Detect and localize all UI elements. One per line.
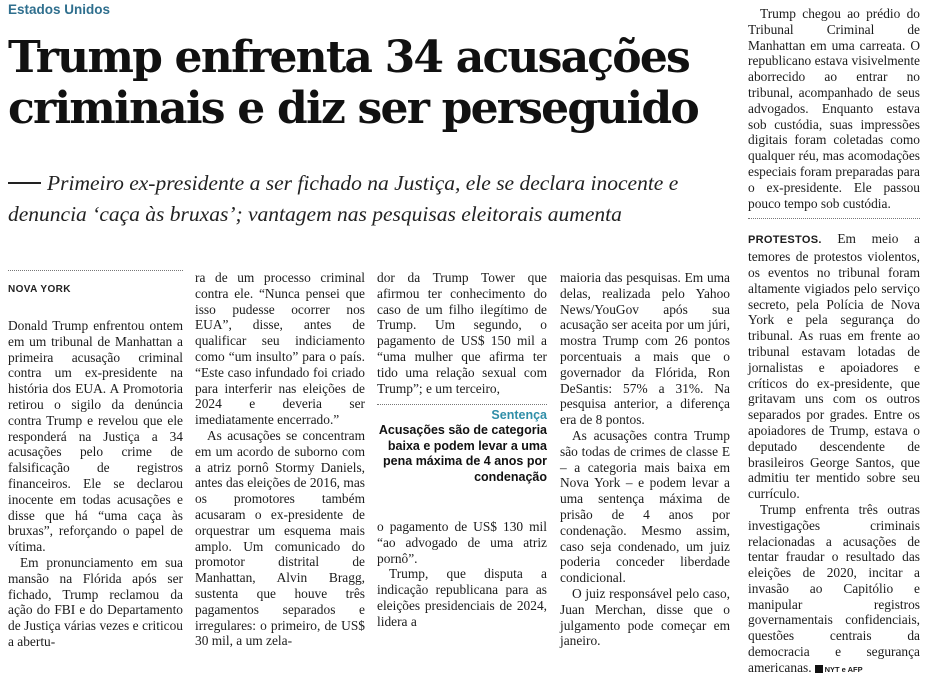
- pull-quote-rule: [377, 404, 547, 405]
- headline-line-1: Trump enfrenta 34 acusações: [8, 32, 690, 83]
- paragraph-text: Trump enfrenta três outras investigações criminais relacionadas a acusações de tentar fraudar o resultado das eleições de 2020, incitar a invasão ao Capitólio e manipular registros governamentais confidenciais, questões centrais da democracia e segurança americanas.: [748, 501, 920, 675]
- protests-kicker: PROTESTOS.: [748, 234, 822, 247]
- pull-quote-text: Acusações são de categoria baixa e podem levar a uma pena máxima de 4 anos por condenação: [378, 423, 547, 484]
- paragraph: Em pronunciamento em sua mansão na Flórida após ser fichado, Trump reclamou da ação do FBI e do Departamento de Justiça várias vezes e criticou a abertu-: [8, 554, 183, 649]
- paragraph: [748, 502, 920, 678]
- article-column-3-top: [377, 270, 547, 398]
- deck-rule: [8, 182, 41, 184]
- paragraph: O juiz responsável pelo caso, Juan Merchan, disse que o julgamento pode começar em janeiro.: [560, 585, 730, 649]
- headline-line-2: criminais e diz ser perseguido: [8, 83, 698, 134]
- dateline-block: [8, 270, 183, 295]
- paragraph: maioria das pesquisas. Em uma delas, realizada pelo Yahoo News/YouGov após sua acusação ser aceita por um júri, mostra Trump com 26 pontos porcentuais a mais que o governador da Flórida, Ron DeSantis: 57% a 31%. Na pesquisa anterior, a diferença era de 8 pontos.: [560, 270, 730, 428]
- article-column-3-bottom: [377, 519, 547, 629]
- article-column-5: [748, 6, 920, 675]
- pull-quote-kicker: Sentença: [491, 408, 547, 422]
- credit: NYT e AFP: [824, 664, 863, 674]
- paragraph: Trump chegou ao prédio do Tribunal Criminal de Manhattan em uma carreata. O republicano estava visivelmente aborrecido ao entrar no tribunal, acompanhado de seus advogados. Enquanto estava sob custódia, suas impressões digitais foram coletadas como qualquer réu, mas acomodações especiais foram preparadas para o ex-presidente. Ele passou pouco tempo sob custódia.: [748, 6, 920, 211]
- dateline-rule: [8, 270, 183, 271]
- paragraph: [748, 231, 920, 502]
- pull-quote: [377, 404, 547, 485]
- headline: [8, 32, 733, 134]
- paragraph: ra de um processo criminal contra ele. “Nunca pensei que isso pudesse ocorrer nos EUA”, disse, antes de qualificar seu indiciamento como “um insulto” para o país. “Este caso infundado foi criado para interferir nas eleições de 2024 e deveria ser imediatamente encerrado.”: [195, 270, 365, 428]
- end-mark-icon: [815, 665, 823, 673]
- article-column-2: [195, 270, 365, 649]
- paragraph: o pagamento de US$ 130 mil “ao advogado de uma atriz pornô”.: [377, 519, 547, 566]
- section-label: Estados Unidos: [8, 2, 111, 17]
- paragraph: As acusações contra Trump são todas de crimes de classe E – a categoria mais baixa em Nova York – e podem levar a uma sentença máxima de prisão de 4 anos por condenação. Mesmo assim, caso seja condenado, um juiz poderia conceder liberdade condicional.: [560, 427, 730, 586]
- paragraph: As acusações se concentram em um acordo de suborno com a atriz pornô Stormy Daniels, antes das eleições de 2016, mas os promotores também acusaram o ex-presidente de orquestrar um esquema mais amplo. Um comunicado do promotor distrital de Manhattan, Alvin Bragg, sustenta que houve três pagamentos separados e irregulares: o primeiro, de US$ 30 mil, a um zela-: [195, 427, 365, 649]
- article-column-4: [560, 270, 730, 649]
- deck: [8, 168, 733, 230]
- article-column-1: [8, 318, 183, 649]
- paragraph: Trump, que disputa a indicação republicana para as eleições presidenciais de 2024, lidera a: [377, 566, 547, 629]
- deck-text: Primeiro ex-presidente a ser fichado na Justiça, ele se declara inocente e denuncia ‘caça às bruxas’; vantagem nas pesquisas eleitorais aumenta: [8, 171, 679, 226]
- dateline: NOVA YORK: [8, 284, 71, 295]
- paragraph: Donald Trump enfrentou ontem em um tribunal de Manhattan a primeira acusação criminal contra um ex-presidente na história dos EUA. A Promotoria retirou o sigilo da denúncia contra Trump e revelou que ele responderá na Justiça a 34 acusações pelo crime de falsificação de registros financeiros. Ele se declarou inocente em todas acusações e disse que há “uma caça às bruxas”, reforçando o papel de vítima.: [8, 318, 183, 555]
- paragraph-text: Em meio a temores de protestos violentos, os eventos no tribunal foram altamente vigiados pelo serviço secreto, pela Polícia de Nova York e pela segurança do tribunal. As ruas em frente ao tribunal estavam lotadas de jornalistas e apoiadores e críticos do ex-presidente, que gritavam uns com os outros separados por grades. Entre os apoiadores de Trump, estava o deputado descendente de brasileiros George Santos, que admitiu ter mentido sobre seu currículo.: [748, 231, 920, 502]
- paragraph: dor da Trump Tower que afirmou ter conhecimento do caso de um filho ilegítimo de Trump. Um segundo, o pagamento de US$ 150 mil a “uma mulher que afirma ter tido uma relação sexual com Trump”; e um terceiro,: [377, 270, 547, 396]
